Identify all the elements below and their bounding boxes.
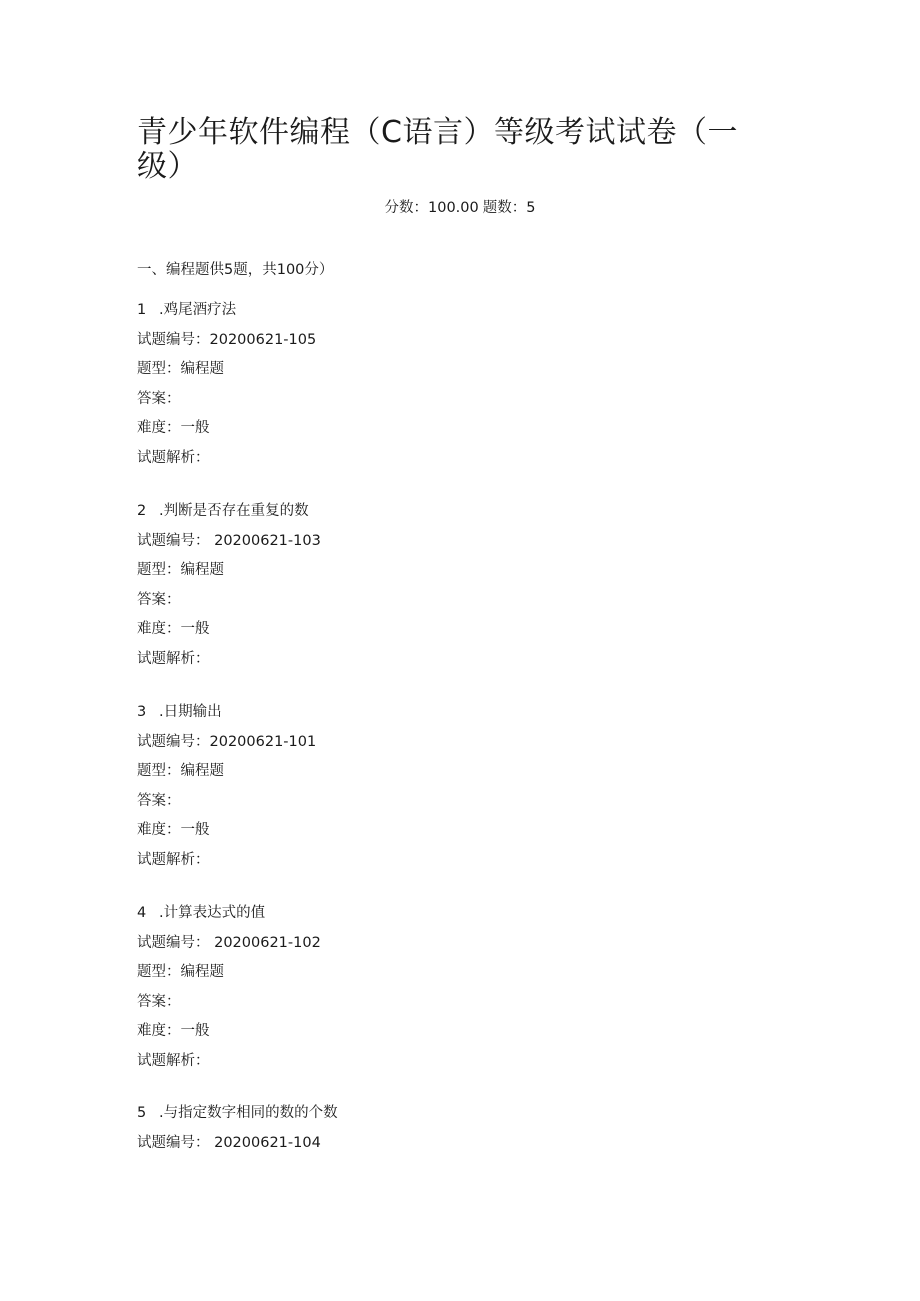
- question-answer-line: 答案：: [137, 591, 181, 608]
- question-answer-line: 答案：: [137, 993, 181, 1010]
- question-number: 3: [137, 704, 147, 720]
- question-analysis-line: 试题解析：: [137, 449, 210, 466]
- question-2: [137, 501, 737, 678]
- question-analysis-line: 试题解析：: [137, 1052, 210, 1069]
- question-5: [137, 1103, 737, 1162]
- question-title: [137, 903, 737, 923]
- question-type-line: 题型：编程题: [137, 562, 224, 578]
- question-count-text: 题数：5: [482, 200, 536, 216]
- question-3: [137, 702, 737, 879]
- question-number: 1: [137, 302, 147, 318]
- question-id-line: 试题编号： 20200621-104: [137, 1134, 321, 1151]
- question-answer-line: 答案：: [137, 792, 181, 809]
- question-id-line: 试题编号： 20200621-103: [137, 532, 321, 549]
- question-type-line: 题型：编程题: [137, 964, 224, 980]
- question-number: 2: [137, 503, 147, 519]
- question-difficulty-line: 难度：一般: [137, 420, 210, 436]
- question-number: 5: [137, 1105, 147, 1121]
- question-name: .与指定数字相同的数的个数: [159, 1105, 338, 1121]
- question-analysis-line: 试题解析：: [137, 650, 210, 667]
- question-id-line: 试题编号：20200621-105: [137, 331, 317, 348]
- question-4: [137, 903, 737, 1080]
- question-number: 4: [137, 905, 147, 921]
- question-name: .判断是否存在重复的数: [159, 503, 309, 519]
- score-text: 分数：100.00: [384, 200, 479, 216]
- question-type-line: 题型：编程题: [137, 763, 224, 779]
- question-name: .鸡尾酒疗法: [159, 302, 237, 318]
- question-name: .日期输出: [159, 704, 222, 720]
- question-1: [137, 300, 737, 477]
- exam-title: 青少年软件编程（C语言）等级考试试卷（一级）: [137, 115, 738, 184]
- question-id-line: 试题编号：20200621-101: [137, 733, 317, 750]
- question-type-line: 题型：编程题: [137, 361, 224, 377]
- section-heading: 一、编程题供5题，共100分）: [137, 262, 334, 278]
- question-title: [137, 702, 737, 722]
- question-title: [137, 300, 737, 320]
- question-difficulty-line: 难度：一般: [137, 621, 210, 637]
- question-difficulty-line: 难度：一般: [137, 1023, 210, 1039]
- question-name: .计算表达式的值: [159, 905, 266, 921]
- question-title: [137, 1103, 737, 1123]
- question-title: [137, 501, 737, 521]
- question-id-line: 试题编号： 20200621-102: [137, 934, 321, 951]
- question-difficulty-line: 难度：一般: [137, 822, 210, 838]
- question-analysis-line: 试题解析：: [137, 851, 210, 868]
- exam-meta: [0, 198, 920, 218]
- question-answer-line: 答案：: [137, 390, 181, 407]
